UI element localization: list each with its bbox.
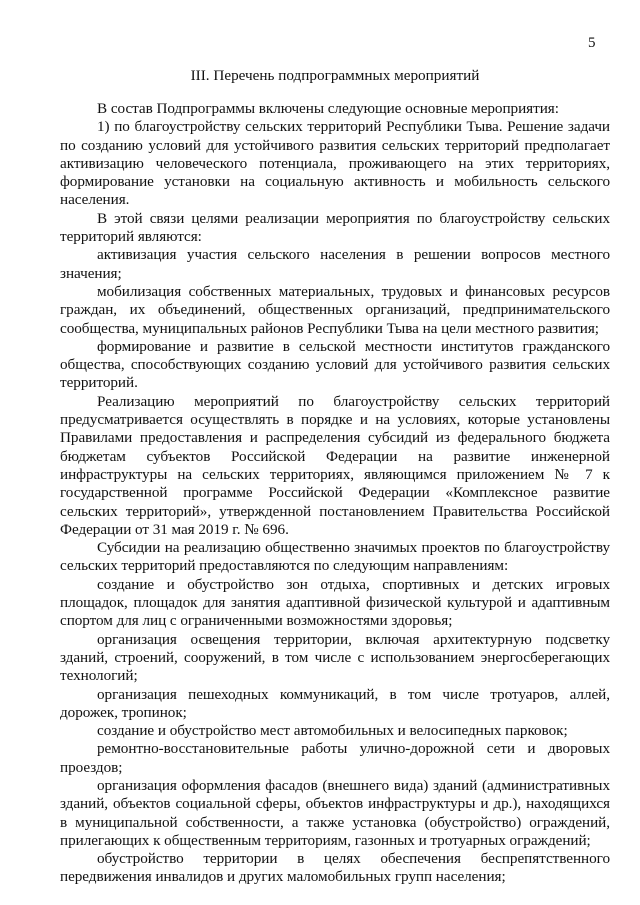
paragraph-direction-lighting: организация освещения территории, включая архитектурную подсветку зданий, строений, сооружений, в том числе с использованием энергосберегающих технологий; bbox=[60, 630, 610, 685]
paragraph-goal-activation: активизация участия сельского населения в решении вопросов местного значения; bbox=[60, 246, 610, 282]
paragraph-direction-road-repair: ремонтно-восстановительные работы улично-дорожной сети и дворовых проездов; bbox=[60, 740, 610, 776]
section-heading: III. Перечень подпрограммных мероприятий bbox=[190, 67, 480, 84]
page-number: 5 bbox=[588, 35, 596, 51]
paragraph-goals-intro: В этой связи целями реализации мероприятия по благоустройству сельских территорий являются: bbox=[60, 209, 610, 246]
body-text bbox=[60, 100, 610, 887]
paragraph-implementation: Реализацию мероприятий по благоустройству сельских территорий предусматривается осуществлять в порядке и на условиях, которые установлены Правилами предоставления и распределения субсидий из федерального бюджета бюджетам субъектов Российской Федерации на развитие инженерной инфраструктуры на сельских территориях, являющимся приложением № 7 к государственной программе Российской Федерации «Комплексное развитие сельских территорий», утвержденной постановлением Правительства Российской Федерации от 31 мая 2019 г. № 696. bbox=[60, 392, 610, 538]
paragraph-direction-recreation: создание и обустройство зон отдыха, спортивных и детских игровых площадок, площадок для занятия адаптивной физической культурой и адаптивным спортом для лиц с ограниченными возможностями здоровья; bbox=[60, 575, 610, 630]
paragraph-direction-parking: создание и обустройство мест автомобильных и велосипедных парковок; bbox=[97, 722, 568, 740]
paragraph-intro: В состав Подпрограммы включены следующие основные мероприятия: bbox=[97, 100, 559, 117]
paragraph-goal-mobilization: мобилизация собственных материальных, трудовых и финансовых ресурсов граждан, их объединений, общественных организаций, предпринимательского сообщества, муниципальных районов Республики Тыва на цели местного развития; bbox=[60, 282, 610, 337]
paragraph-item-1: 1) по благоустройству сельских территорий Республики Тыва. Решение задачи по созданию условий для устойчивого развития сельских территорий предполагает активизацию человеческого потенциала, проживающего на этих территориях, формирование установки на социальную активность и мобильность сельского населения. bbox=[60, 118, 610, 209]
paragraph-direction-pedestrian: организация пешеходных коммуникаций, в том числе тротуаров, аллей, дорожек, тропинок; bbox=[60, 685, 610, 721]
paragraph-goal-civil-society: формирование и развитие в сельской местности институтов гражданского общества, способствующих созданию условий для устойчивого развития сельских территорий. bbox=[60, 337, 610, 392]
paragraph-subsidies-intro: Субсидии на реализацию общественно значимых проектов по благоустройству сельских территорий предоставляются по следующим направлениям: bbox=[60, 539, 610, 575]
paragraph-direction-accessibility: обустройство территории в целях обеспечения беспрепятственного передвижения инвалидов и других маломобильных групп населения; bbox=[60, 850, 610, 886]
paragraph-direction-facades: организация оформления фасадов (внешнего вида) зданий (административных зданий, объектов социальной сферы, объектов инфраструктуры и др.), находящихся в муниципальной собственности, а также установка (обустройство) ограждений, прилегающих к общественным территориям, газонных и тротуарных ограждений; bbox=[60, 776, 610, 849]
